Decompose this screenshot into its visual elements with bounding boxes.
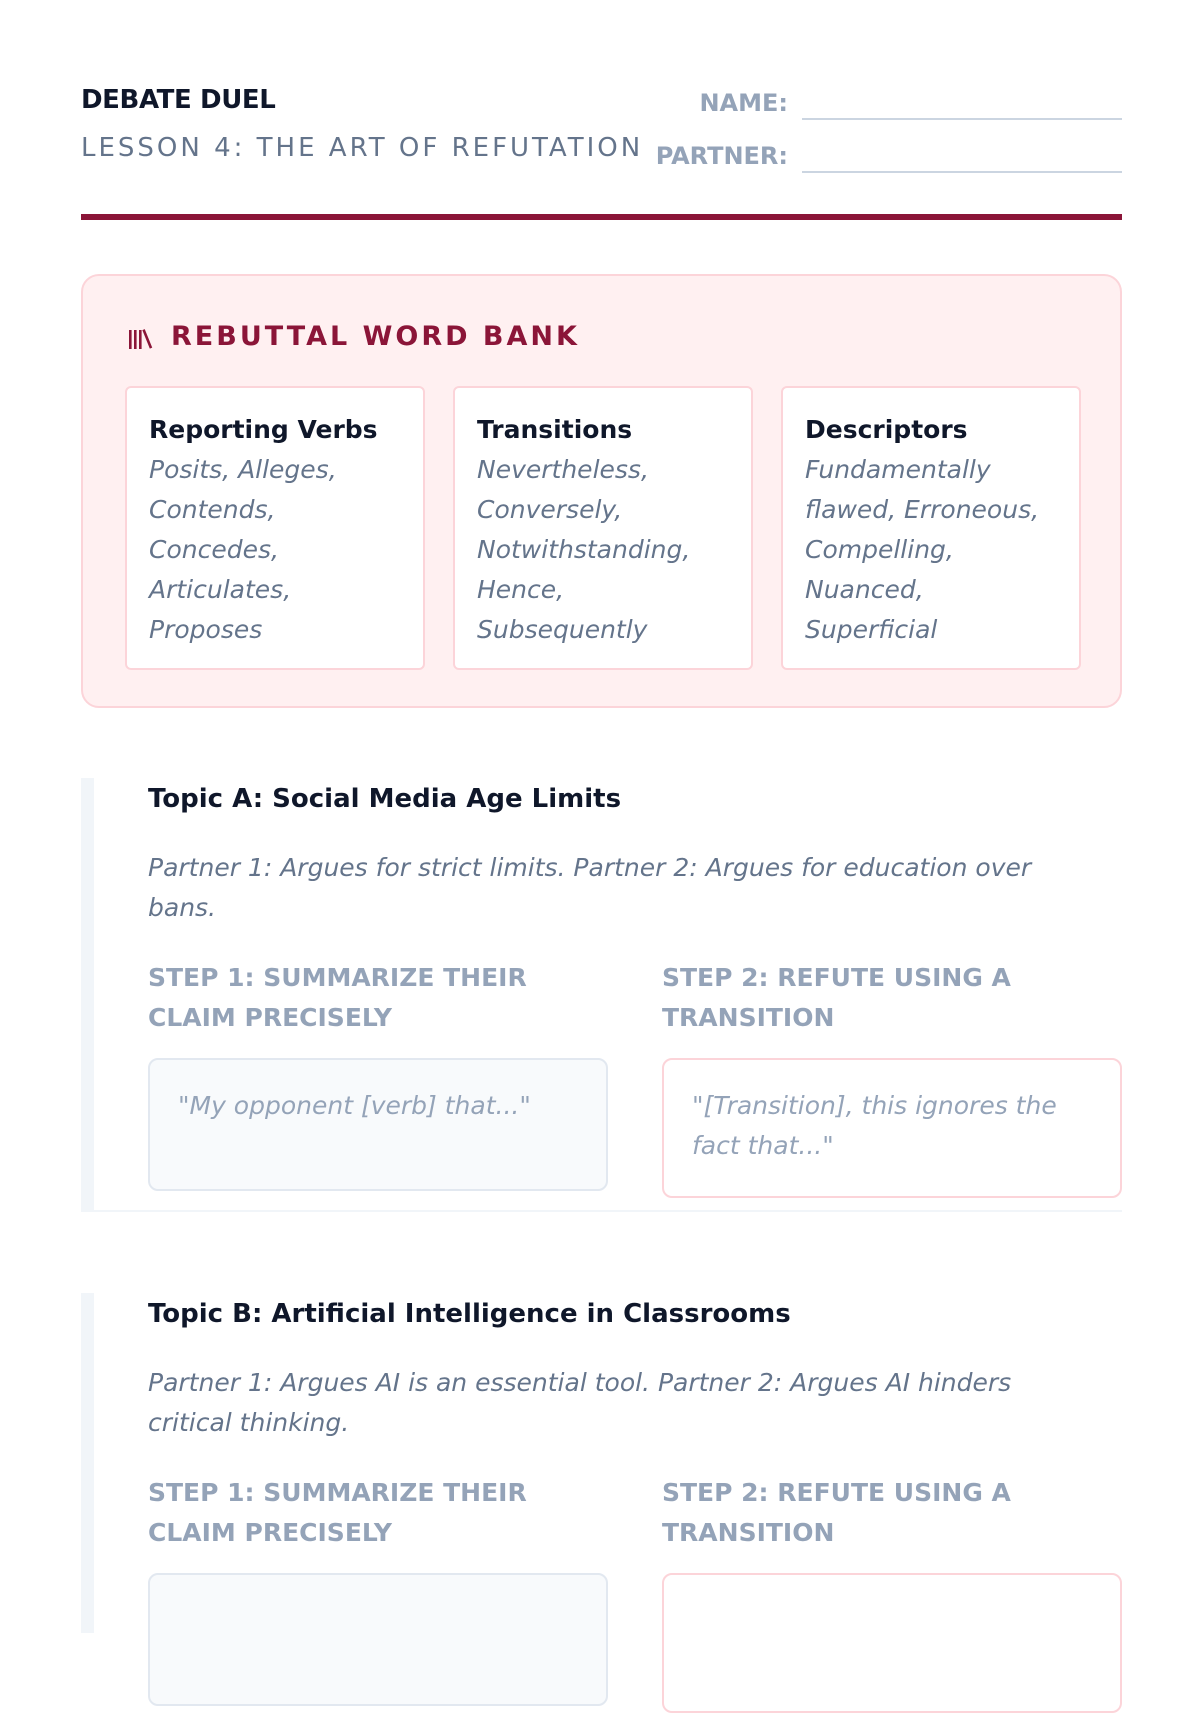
name-field[interactable] (802, 82, 1122, 120)
worksheet-header (81, 0, 1122, 222)
lesson-title: LESSON 4: THE ART OF REFUTATION (81, 133, 644, 163)
word-bank-category-words: Nevertheless, Conversely, Notwithstanding, Hence, Subsequently (477, 455, 691, 644)
step-1-label: STEP 1: SUMMARIZE THEIR CLAIM PRECISELY (148, 1478, 527, 1547)
worksheet-title: DEBATE DUEL (81, 85, 276, 115)
topic-accent-bar (81, 778, 94, 1212)
topic-steps (148, 1473, 1122, 1713)
refutation-answer-box[interactable]: "[Transition], this ignores the fact that..." (662, 1058, 1122, 1198)
topic-steps (148, 958, 1122, 1198)
topic-a-section (81, 778, 1122, 1212)
partner-field-row (652, 135, 1122, 173)
word-bank-category-title: Descriptors (805, 415, 968, 444)
topic-title: Topic B: Artificial Intelligence in Classrooms (148, 1299, 791, 1329)
step-2 (662, 1473, 1122, 1713)
word-bank-card-descriptors (781, 386, 1081, 670)
step-1 (148, 958, 608, 1191)
refutation-answer-box[interactable] (662, 1573, 1122, 1713)
word-bank-category-title: Reporting Verbs (149, 415, 378, 444)
word-bank-columns (125, 386, 1081, 670)
summary-answer-box[interactable] (148, 1573, 608, 1706)
partner-field[interactable] (802, 135, 1122, 173)
topic-divider (81, 1210, 1122, 1212)
partner-label: PARTNER: (655, 142, 788, 170)
word-bank-title: REBUTTAL WORD BANK (171, 321, 580, 352)
step-2-label: STEP 2: REFUTE USING A TRANSITION (662, 1478, 1011, 1547)
student-fields (652, 82, 1122, 188)
step-2 (662, 958, 1122, 1198)
word-bank-category-words: Fundamentally flawed, Erroneous, Compelling, Nuanced, Superficial (805, 455, 1040, 644)
summary-answer-box[interactable]: "My opponent [verb] that..." (148, 1058, 608, 1191)
word-bank-card-reporting-verbs (125, 386, 425, 670)
word-bank-heading (127, 320, 580, 354)
word-bank-panel (81, 274, 1122, 708)
word-bank-category-words: Posits, Alleges, Contends, Concedes, Articulates, Proposes (149, 455, 337, 644)
topic-content (148, 778, 1122, 1198)
topic-b-section (81, 1293, 1122, 1633)
name-label: NAME: (699, 89, 788, 117)
title-block (81, 84, 643, 164)
topic-title: Topic A: Social Media Age Limits (148, 784, 622, 814)
step-2-label: STEP 2: REFUTE USING A TRANSITION (662, 963, 1011, 1032)
topic-accent-bar (81, 1293, 94, 1633)
topic-description: Partner 1: Argues AI is an essential tool. Partner 2: Argues AI hinders critical thinking. (148, 1368, 1012, 1437)
word-bank-category-title: Transitions (477, 415, 633, 444)
books-icon (127, 323, 157, 351)
word-bank-card-transitions (453, 386, 753, 670)
topic-description: Partner 1: Argues for strict limits. Partner 2: Argues for education over bans. (148, 853, 1032, 922)
topic-content (148, 1293, 1122, 1713)
name-field-row (652, 82, 1122, 120)
step-1 (148, 1473, 608, 1706)
worksheet-page (81, 0, 1122, 1547)
header-divider (81, 214, 1122, 220)
step-1-label: STEP 1: SUMMARIZE THEIR CLAIM PRECISELY (148, 963, 527, 1032)
